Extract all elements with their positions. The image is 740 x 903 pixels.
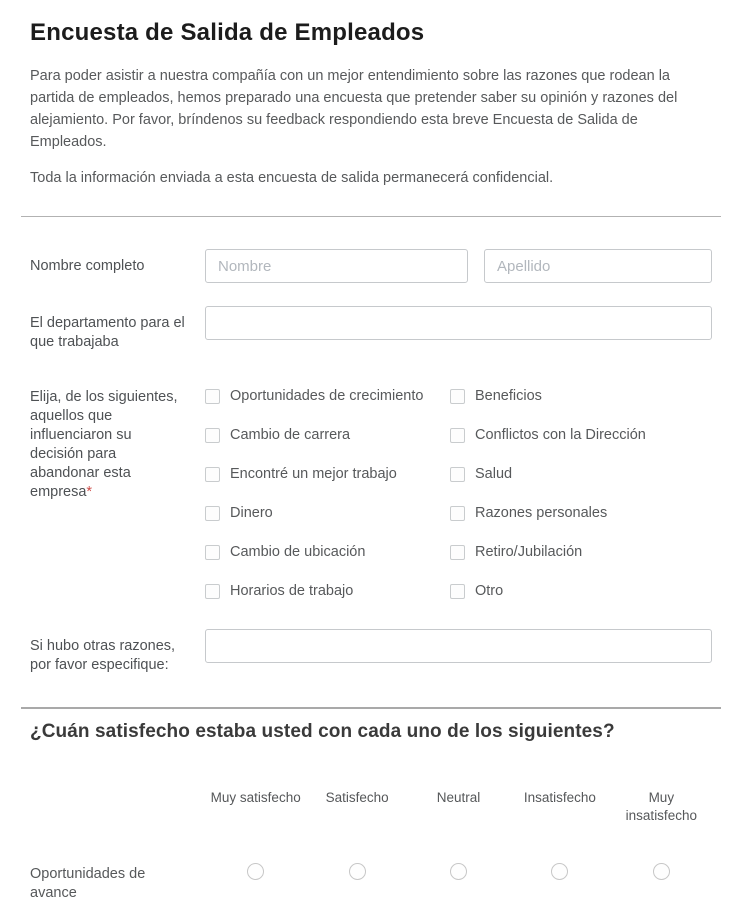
reasons-label (30, 386, 205, 601)
scale-header-very-satisfied: Muy satisfecho (210, 790, 301, 805)
scale-header-unsatisfied: Insatisfecho (523, 790, 596, 805)
checkbox-grid-row (205, 542, 712, 562)
checkbox-option-money[interactable]: Dinero (205, 503, 436, 523)
matrix-row-advancement-opportunities (30, 863, 712, 903)
scale-header-satisfied: Satisfecho (325, 790, 389, 805)
checkbox-option-career-change[interactable]: Cambio de carrera (205, 425, 436, 445)
scale-header-neutral: Neutral (436, 790, 481, 805)
checkbox-icon[interactable] (450, 428, 465, 443)
checkbox-icon[interactable] (205, 584, 220, 599)
checkbox-icon[interactable] (205, 545, 220, 560)
checkbox-icon[interactable] (450, 389, 465, 404)
other-reasons-input[interactable] (205, 629, 712, 663)
radio-very-unsatisfied[interactable] (653, 863, 670, 880)
radio-satisfied[interactable] (349, 863, 366, 880)
matrix-row-label: Oportunidades de avance (30, 866, 146, 901)
checkbox-icon[interactable] (450, 584, 465, 599)
reasons-checkbox-grid (205, 386, 712, 601)
radio-unsatisfied[interactable] (551, 863, 568, 880)
radio-very-satisfied[interactable] (247, 863, 264, 880)
checkbox-grid-row (205, 581, 712, 601)
checkbox-option-better-job[interactable]: Encontré un mejor trabajo (205, 464, 436, 484)
checkbox-icon[interactable] (205, 389, 220, 404)
checkbox-icon[interactable] (450, 545, 465, 560)
checkbox-option-benefits[interactable]: Beneficios (450, 386, 712, 406)
checkbox-option-retirement[interactable]: Retiro/Jubilación (450, 542, 712, 562)
checkbox-icon[interactable] (205, 467, 220, 482)
full-name-label: Nombre completo (30, 258, 145, 274)
first-name-input[interactable] (205, 249, 468, 283)
checkbox-icon[interactable] (205, 506, 220, 521)
checkbox-option-work-schedule[interactable]: Horarios de trabajo (205, 581, 436, 601)
scale-header-very-unsatisfied: Muy insatisfecho (625, 790, 697, 823)
checkbox-option-health[interactable]: Salud (450, 464, 712, 484)
checkbox-icon[interactable] (205, 428, 220, 443)
department-input[interactable] (205, 306, 712, 340)
other-reasons-label: Si hubo otras razones, por favor especifique: (30, 638, 176, 673)
other-reasons-row (30, 629, 712, 675)
checkbox-option-location-change[interactable]: Cambio de ubicación (205, 542, 436, 562)
checkbox-grid-row (205, 386, 712, 406)
required-asterisk: * (86, 484, 93, 500)
satisfaction-heading: ¿Cuán satisfecho estaba usted con cada uno de los siguientes? (30, 721, 615, 742)
full-name-row (30, 249, 712, 283)
intro-paragraph-2: Toda la información enviada a esta encuesta de salida permanecerá confidencial. (30, 170, 554, 186)
department-row (30, 306, 712, 352)
checkbox-option-personal-reasons[interactable]: Razones personales (450, 503, 712, 523)
checkbox-grid-row (205, 503, 712, 523)
matrix-header-row (30, 789, 712, 825)
checkbox-option-management-conflicts[interactable]: Conflictos con la Dirección (450, 425, 712, 445)
section-divider (21, 707, 721, 709)
checkbox-grid-row (205, 464, 712, 484)
checkbox-option-other[interactable]: Otro (450, 581, 712, 601)
department-label: El departamento para el que trabajaba (30, 315, 185, 350)
page-title: Encuesta de Salida de Empleados (30, 19, 425, 46)
checkbox-grid-row (205, 425, 712, 445)
radio-neutral[interactable] (450, 863, 467, 880)
last-name-input[interactable] (484, 249, 712, 283)
reasons-row (30, 386, 712, 601)
checkbox-icon[interactable] (450, 506, 465, 521)
reasons-label-text: Elija, de los siguientes, aquellos que influenciaron su decisión para abandonar esta empresa (30, 389, 178, 500)
checkbox-option-growth-opportunities[interactable]: Oportunidades de crecimiento (205, 386, 436, 406)
full-name-inputs (205, 249, 712, 283)
checkbox-icon[interactable] (450, 467, 465, 482)
intro-paragraph-1: Para poder asistir a nuestra compañía con un mejor entendimiento sobre las razones que rodean la partida de empleados, hemos preparado una encuesta que pretender saber su opinión y razones del alejamiento. Por favor, bríndenos su feedback respondiendo esta breve Encuesta de Salida de Empleados. (30, 68, 678, 150)
section-divider (21, 216, 721, 217)
